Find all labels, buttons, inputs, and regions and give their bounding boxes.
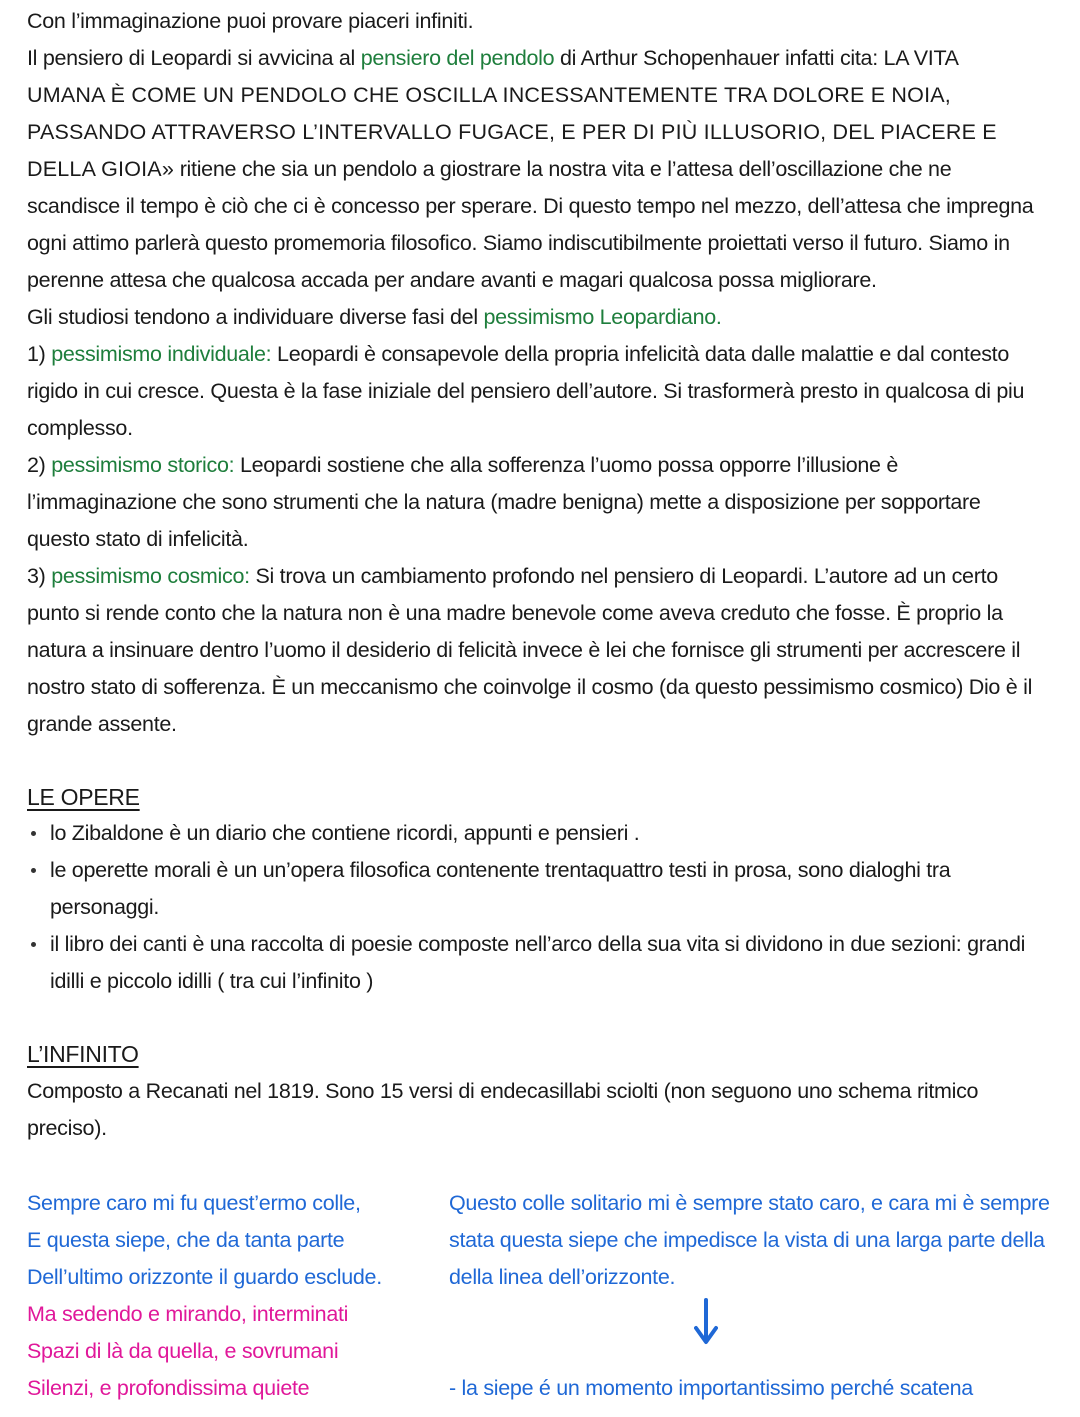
infinito-desc-line-2: preciso).	[27, 1116, 107, 1140]
phase-term: pessimismo cosmico:	[51, 564, 250, 588]
verse-line-2: E questa siepe, che da tanta parte	[27, 1228, 345, 1252]
phase-2-line-1	[27, 450, 898, 480]
infinito-desc-line-1: Composto a Recanati nel 1819. Sono 15 versi di endecasillabi sciolti (non seguono uno schema ritmico	[27, 1079, 979, 1103]
intro-line-8: perenne attesa che qualcosa accada per andare avanti e magari qualcosa possa migliorare.	[27, 268, 877, 292]
phase-3-line-3: natura a insinuare dentro l’uomo il desiderio di felicità invece è lei che fornisce gli strumenti per accrescere il	[27, 638, 1021, 662]
highlight-term: pensiero del pendolo	[360, 46, 555, 70]
paraphrase-line-1: Questo colle solitario mi è sempre stato caro, e cara mi è sempre	[449, 1191, 1050, 1215]
intro-line-2	[27, 43, 959, 73]
phase-3-line-2: punto si rende conto che la natura non è una madre benevole come aveva creduto che fosse. È proprio la	[27, 601, 1003, 625]
quote-line-3	[27, 154, 951, 184]
phase-number: 2)	[27, 453, 52, 477]
verse-line-6: Silenzi, e profondissima quiete	[27, 1376, 310, 1400]
bullet-icon	[31, 831, 36, 836]
highlight-term: pessimismo Leopardiano.	[483, 305, 722, 329]
opere-bullet-3-line-2: idilli e piccolo idilli ( tra cui l’infinito )	[50, 969, 374, 993]
phase-number: 3)	[27, 564, 52, 588]
phase-text: Leopardi è consapevole della propria infelicità data dalle malattie e dal contesto	[271, 342, 1010, 366]
phase-2-line-3: questo stato di infelicità.	[27, 527, 249, 551]
phase-term: pessimismo storico:	[51, 453, 235, 477]
phase-1-line-2: rigido in cui cresce. Questa è la fase iniziale del pensiero dell’autore. Si trasformerà presto in qualcosa di piu	[27, 379, 1025, 403]
phase-1-line-3: complesso.	[27, 416, 133, 440]
phase-3-line-1	[27, 561, 998, 591]
opere-bullet-1: lo Zibaldone è un diario che contiene ricordi, appunti e pensieri .	[50, 821, 640, 845]
paraphrase-line-3: della linea dell’orizzonte.	[449, 1265, 676, 1289]
section-heading-infinito: L’INFINITO	[27, 1041, 139, 1067]
verse-line-5: Spazi di là da quella, e sovrumani	[27, 1339, 339, 1363]
phase-text: Si trova un cambiamento profondo nel pensiero di Leopardi. L’autore ad un certo	[249, 564, 998, 588]
quote-line-1: UMANA È COME UN PENDOLO CHE OSCILLA INCESSANTEMENTE TRA DOLORE E NOIA,	[27, 83, 951, 107]
phase-3-line-5: grande assente.	[27, 712, 177, 736]
intro-text: ritiene che sia un pendolo a giostrare la nostra vita e l’attesa dell’oscillazione che ne	[174, 157, 952, 181]
quote-end: DELLA GIOIA»	[27, 157, 175, 181]
intro-line-7: ogni attimo parlerà questo promemoria filosofico. Siamo indiscutibilmente proiettati verso il futuro. Siamo in	[27, 231, 1010, 255]
paraphrase-note: - la siepe é un momento importantissimo perché scatena	[449, 1376, 973, 1400]
phase-1-line-1	[27, 339, 1009, 369]
section-heading-opere: LE OPERE	[27, 784, 140, 810]
quote-line-2: PASSANDO ATTRAVERSO L’INTERVALLO FUGACE, E PER DI PIÙ ILLUSORIO, DEL PIACERE E	[27, 120, 997, 144]
intro-text: di Arthur Schopenhauer infatti cita: LA VITA	[554, 46, 959, 70]
phase-2-line-2: l’immaginazione che sono strumenti che la natura (madre benigna) mette a disposizione per sopportare	[27, 490, 981, 514]
phase-3-line-4: nostro stato di sofferenza. È un meccanismo che coinvolge il cosmo (da questo pessimismo cosmico) Dio è il	[27, 675, 1033, 699]
intro-text: Gli studiosi tendono a individuare diverse fasi del	[27, 305, 484, 329]
phase-number: 1)	[27, 342, 52, 366]
phase-term: pessimismo individuale:	[51, 342, 272, 366]
opere-bullet-2-line-1: le operette morali è un un’opera filosofica contenente trentaquattro testi in prosa, sono dialoghi tra	[50, 858, 951, 882]
intro-line-6: scandisce il tempo è ciò che ci è concesso per sperare. Di questo tempo nel mezzo, dell’attesa che impregna	[27, 194, 1034, 218]
phase-text: Leopardi sostiene che alla sofferenza l’uomo possa opporre l’illusione è	[234, 453, 899, 477]
verse-line-1: Sempre caro mi fu quest’ermo colle,	[27, 1191, 361, 1215]
intro-line-1: Con l’immaginazione puoi provare piaceri infiniti.	[27, 9, 474, 33]
bullet-icon	[31, 868, 36, 873]
verse-line-3: Dell’ultimo orizzonte il guardo esclude.	[27, 1265, 382, 1289]
opere-bullet-3-line-1: il libro dei canti è una raccolta di poesie composte nell’arco della sua vita si dividono in due sezioni: grandi	[50, 932, 1026, 956]
intro-line-9	[27, 302, 722, 332]
down-arrow-icon	[694, 1298, 718, 1348]
bullet-icon	[31, 942, 36, 947]
opere-bullet-2-line-2: personaggi.	[50, 895, 160, 919]
verse-line-4: Ma sedendo e mirando, interminati	[27, 1302, 349, 1326]
intro-text: Il pensiero di Leopardi si avvicina al	[27, 46, 361, 70]
paraphrase-line-2: stata questa siepe che impedisce la vista di una larga parte della	[449, 1228, 1045, 1252]
